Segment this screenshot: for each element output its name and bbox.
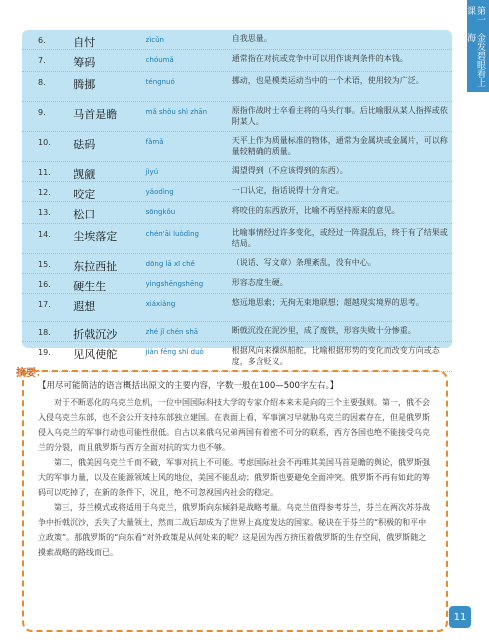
vocab-definition: 通常指在对抗或竞争中可以用作谈判条件的本钱。 (231, 54, 408, 63)
vocab-number: 14. (38, 230, 51, 239)
vocab-pinyin: yǎodìng (145, 188, 174, 196)
vocab-row (22, 294, 452, 322)
abstract-paragraph-2: 第二，俄美因乌克兰千而不破，军事对抗上不可能。考虑国际社会不再唯其美国马首是瞻的舆论，俄罗斯强大的军事力量，以及在能源领域上风的地位，美国不能乱动；俄罗斯也要避免全面冲突。俄罗斯不再有如此的筹码可以吃掉了，在新的条件下，况且，绝不可忽视国内社会的稳定。 (38, 458, 430, 497)
vocab-definition: 根据风向来操纵船舵，比喻根据形势的变化而改变方向或态度，多含贬义。 (231, 346, 440, 366)
vocab-pinyin: zhé jǐ chén shā (145, 328, 199, 336)
vocab-row (22, 322, 452, 342)
abstract-paragraph-3: 第三，芬兰模式或将适用于乌克兰，俄罗斯向东倾斜是战略考量。乌克兰值得参考芬兰，芬兰在两次苏芬战争中折戟沉沙，丢失了大量领土，然而二战后却成为了世界上高度发达的国家。秘诀在于芬兰的“积极的和平中立政策”。那俄罗斯的“向东看”对外政策是从何处来的呢？这是因为西方挤压着俄罗斯的生存空间，俄罗斯随之摸索战略的路线而已。 (38, 503, 430, 557)
vocab-pinyin: yìngshēngshēng (145, 280, 204, 288)
vocab-word: 折戟沉沙 (73, 328, 118, 341)
vocab-word: 松口 (73, 208, 96, 221)
vocab-number: 15. (38, 260, 51, 269)
vocab-row (22, 30, 452, 50)
vocab-number: 6. (38, 36, 46, 45)
vocab-pinyin: mǎ shǒu shì zhān (145, 108, 208, 116)
vocab-row (22, 72, 452, 102)
vocab-pinyin: xiáxiǎng (145, 300, 176, 308)
vocab-definition: 原指作战时士卒看主将的马头行事。后比喻服从某人指挥或依附某人。 (231, 106, 448, 126)
vocab-definition: 渴望得到（不应该得到的东西）。 (231, 166, 348, 175)
vocab-row (22, 274, 452, 294)
vocab-number: 16. (38, 280, 51, 289)
abstract-requirement: 【用尽可能简洁的语言概括出原文的主要内容，字数一般在100—500字左右。】 (38, 381, 339, 391)
vocab-pinyin: fǎmǎ (145, 138, 164, 146)
vocab-pinyin: jìyú (145, 168, 159, 176)
page-number: 11 (449, 606, 471, 628)
vocab-number: 7. (38, 56, 46, 65)
abstract-paragraph-1: 对于不断恶化的乌克兰危机，一位中国国际科技大学的专家介绍本来未是向的三个主要强则。第一，俄不会入侵乌克兰东部，也不会公开支持东部独立建国。在表面上看，军事演习早就胁乌克兰的因素存在，但是俄罗斯侵入乌克兰的军事行动也可能性很低。自古以来俄乌兄弟两国有着密不可分的联系，西方各国也绝不能接受乌克兰的分裂，而且俄罗斯与西方全面对抗的实力也不够。 (38, 398, 430, 452)
vocab-number: 8. (38, 78, 46, 87)
vocab-number: 9. (38, 108, 46, 117)
vocab-pinyin: dōng lā xī chě (145, 260, 195, 268)
abstract-label: 摘要： (16, 368, 46, 379)
vocab-definition: 形容态度生硬。 (231, 278, 288, 287)
vocab-definition: 断戟沉没在泥沙里，成了废铁，形容失败十分惨重。 (231, 326, 416, 335)
vocab-pinyin: chóumǎ (145, 56, 174, 64)
vocab-number: 11. (38, 168, 51, 177)
vocab-number: 12. (38, 188, 51, 197)
vocab-definition: 比喻事情经过许多变化，或经过一阵混乱后，终于有了结果或结局。 (231, 228, 448, 248)
vocab-word: 自忖 (73, 36, 96, 49)
vocab-row (22, 102, 452, 132)
vocab-word: 尘埃落定 (73, 230, 118, 243)
vocab-row (22, 132, 452, 162)
vocab-word: 硬生生 (73, 280, 107, 293)
vocab-number: 19. (38, 348, 51, 357)
vocab-row (22, 254, 452, 274)
vocab-definition: （说话、写文章）条理紊乱，没有中心。 (231, 258, 376, 267)
vocab-pinyin: chén'āi luòdìng (145, 230, 200, 238)
vocab-word: 东拉西扯 (73, 260, 118, 273)
vocab-definition: 一口认定，指话说得十分肯定。 (231, 186, 344, 195)
chapter-unit: 第一课 (465, 6, 485, 24)
vocab-row (22, 224, 452, 254)
vocab-word: 砝码 (73, 138, 96, 151)
vocab-word: 马首是瞻 (73, 108, 118, 121)
vocab-word: 咬定 (73, 188, 96, 201)
vocab-number: 17. (38, 300, 51, 309)
vocab-row (22, 342, 452, 372)
chapter-side-tab (467, 0, 489, 92)
vocab-row (22, 50, 452, 72)
vocab-pinyin: zìcǔn (145, 36, 164, 44)
vocab-word: 见风使舵 (73, 348, 118, 361)
vocab-word: 腾挪 (73, 78, 96, 91)
vocab-row (22, 182, 452, 202)
vocab-row (22, 202, 452, 224)
vocab-definition: 天平上作为质量标准的物体，通常为金属块或金属片，可以称量较精确的质量。 (231, 136, 448, 156)
vocab-definition: 悠远地思索；无拘无束地联想；超越现实境界的思考。 (231, 298, 424, 307)
vocab-number: 13. (38, 208, 51, 217)
vocab-pinyin: sōngkǒu (145, 208, 176, 216)
vocab-definition: 自我思量。 (231, 34, 272, 43)
vocab-word: 筹码 (73, 56, 96, 69)
vocabulary-table (22, 30, 452, 366)
vocab-row (22, 162, 452, 182)
vocab-definition: 挪动，也是模类运动当中的一个术语，使用较为广泛。 (231, 76, 424, 85)
vocab-pinyin: jiàn fēng shǐ duò (145, 348, 204, 356)
vocab-number: 10. (38, 138, 51, 147)
vocab-number: 18. (38, 328, 51, 337)
vocab-word: 觊觎 (73, 168, 96, 181)
vocab-word: 遐想 (73, 300, 96, 313)
abstract-box (22, 370, 448, 632)
vocab-definition: 将咬住的东西放开，比喻不再坚持原来的意见。 (231, 206, 400, 215)
chapter-title: 金发碧眼看上海 (465, 33, 485, 88)
vocab-pinyin: téngnuó (145, 78, 175, 86)
